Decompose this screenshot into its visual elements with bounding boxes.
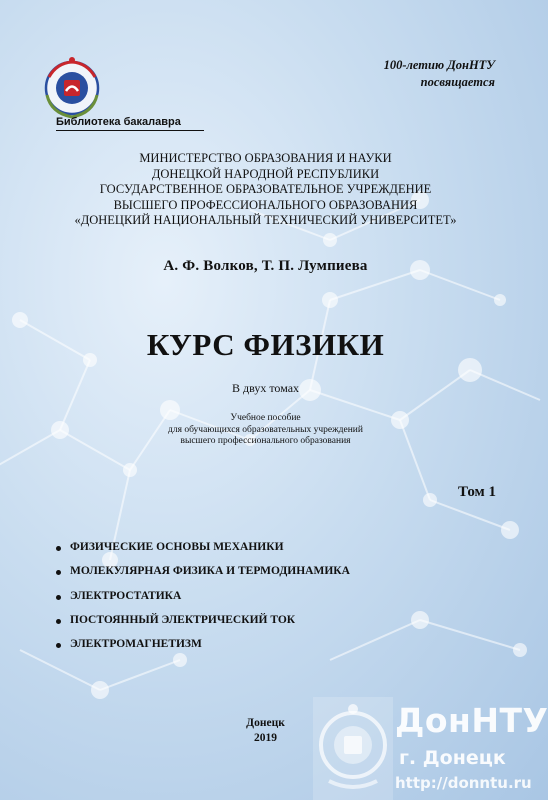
ministry-line: «ДОНЕЦКИЙ НАЦИОНАЛЬНЫЙ ТЕХНИЧЕСКИЙ УНИВЕРСИТЕТ»: [74, 213, 457, 227]
authors: А. Ф. Волков, Т. П. Лумпиева: [163, 258, 368, 274]
ministry-line: ГОСУДАРСТВЕННОЕ ОБРАЗОВАТЕЛЬНОЕ УЧРЕЖДЕНИЕ: [99, 182, 432, 196]
topic-label: ЭЛЕКТРОМАГНЕТИЗМ: [70, 638, 202, 651]
topic-label: МОЛЕКУЛЯРНАЯ ФИЗИКА И ТЕРМОДИНАМИКА: [70, 565, 350, 578]
description-line: для обучающихся образовательных учреждений: [168, 424, 363, 435]
description-line: Учебное пособие: [230, 413, 301, 423]
imprint-city: Донецк: [246, 717, 285, 729]
dedication-line-1: 100-летию ДонНТУ: [383, 58, 495, 72]
bullet-dot-icon: [56, 643, 61, 648]
donntu-emblem-watermark-icon: [313, 697, 393, 800]
topic-label: ПОСТОЯННЫЙ ЭЛЕКТРИЧЕСКИЙ ТОК: [70, 613, 296, 626]
topic-item: [56, 541, 350, 565]
subtitle: В двух томах: [231, 381, 300, 395]
topic-item: [56, 614, 350, 638]
ministry-line: ДОНЕЦКОЙ НАРОДНОЙ РЕСПУБЛИКИ: [151, 166, 380, 181]
donntu-emblem-icon: [37, 55, 107, 125]
bullet-dot-icon: [56, 570, 61, 575]
watermark-url: http://donntu.ru: [395, 774, 532, 792]
ministry-header: [0, 151, 531, 229]
dedication: [384, 57, 495, 91]
imprint-year: 2019: [254, 732, 277, 744]
topics-list: [56, 541, 350, 662]
description-line: высшего профессионального образования: [180, 436, 351, 446]
bullet-dot-icon: [56, 595, 61, 600]
ministry-line: ВЫСШЕГО ПРОФЕССИОНАЛЬНОГО ОБРАЗОВАНИЯ: [113, 197, 418, 212]
book-title: КУРС ФИЗИКИ: [146, 327, 385, 362]
dedication-line-2: посвящается: [420, 75, 495, 89]
topic-item: [56, 565, 350, 589]
bullet-dot-icon: [56, 546, 61, 551]
topic-label: ЭЛЕКТРОСТАТИКА: [70, 589, 182, 602]
topic-item: [56, 638, 350, 662]
donntu-watermark: [313, 697, 548, 800]
watermark-brand: ДонНТУ: [395, 701, 548, 740]
topic-item: [56, 590, 350, 614]
volume-label: Том 1: [457, 484, 496, 500]
bullet-dot-icon: [56, 619, 61, 624]
library-label: Библиотека бакалавра: [56, 116, 204, 131]
description: [0, 413, 531, 448]
topic-label: ФИЗИЧЕСКИЕ ОСНОВЫ МЕХАНИКИ: [70, 541, 284, 553]
watermark-city: г. Донецк: [399, 747, 506, 769]
ministry-line: МИНИСТЕРСТВО ОБРАЗОВАНИЯ И НАУКИ: [139, 151, 392, 165]
